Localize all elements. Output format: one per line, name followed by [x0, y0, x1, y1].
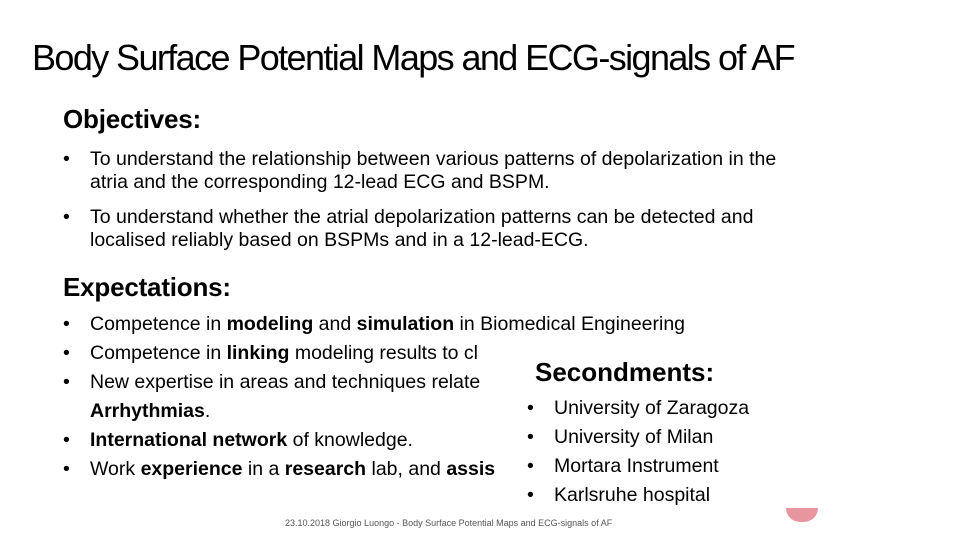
bold-run: assis — [446, 458, 496, 480]
secondments-box — [527, 356, 797, 512]
bullet-icon: • — [63, 148, 70, 170]
secondment-item: University of Zaragoza — [554, 397, 750, 419]
bullet-icon: • — [527, 455, 534, 477]
bold-run: Arrhythmias — [90, 400, 205, 422]
expectations-heading: Expectations: — [63, 272, 231, 302]
objectives-list — [63, 148, 776, 264]
bullet-icon: • — [527, 484, 534, 506]
objectives-heading: Objectives: — [63, 104, 201, 134]
logo-fragment-icon — [786, 508, 818, 522]
text-run: in a — [242, 458, 285, 480]
objective-line: atria and the corresponding 12-lead ECG and BSPM. — [90, 171, 550, 193]
bullet-icon: • — [63, 206, 70, 228]
bold-run: International network — [90, 429, 288, 451]
list-item — [527, 481, 749, 510]
text-run: in Biomedical Engineering — [454, 313, 686, 335]
list-item — [63, 148, 776, 194]
secondment-item: Karlsruhe hospital — [554, 484, 711, 506]
bullet-icon: • — [63, 429, 70, 451]
objective-line: localised reliably based on BSPMs and in a 12-lead-ECG. — [90, 229, 589, 251]
text-run: Competence in — [90, 342, 227, 364]
list-item — [63, 310, 685, 339]
text-run: and — [313, 313, 357, 335]
bold-run: research — [284, 458, 367, 480]
text-run: Work — [90, 458, 141, 480]
bold-run: linking — [226, 342, 290, 364]
text-run: modeling results to cl — [289, 342, 479, 364]
text-run: of knowledge. — [287, 429, 413, 451]
text-run: Competence in — [90, 313, 227, 335]
slide-title: Body Surface Potential Maps and ECG-signals of AF — [32, 37, 795, 78]
bold-run: modeling — [226, 313, 314, 335]
slide-footer: 23.10.2018 Giorgio Luongo - Body Surface Potential Maps and ECG-signals of AF — [285, 518, 613, 528]
secondments-list — [527, 394, 749, 510]
bullet-icon: • — [63, 342, 70, 364]
bullet-icon: • — [63, 458, 70, 480]
bullet-icon: • — [63, 313, 70, 335]
list-item — [527, 394, 749, 423]
text-run: lab, and — [366, 458, 447, 480]
bullet-icon: • — [63, 371, 70, 393]
objective-line: To understand the relationship between various patterns of depolarization in the — [90, 148, 777, 170]
bold-run: experience — [140, 458, 243, 480]
bullet-icon: • — [527, 426, 534, 448]
text-run: . — [204, 400, 211, 422]
secondment-item: Mortara Instrument — [554, 455, 719, 477]
bold-run: simulation — [356, 313, 455, 335]
bullet-icon: • — [527, 397, 534, 419]
secondments-heading: Secondments: — [535, 357, 715, 387]
list-item — [527, 423, 749, 452]
secondment-item: University of Milan — [554, 426, 714, 448]
text-run: New expertise in areas and techniques relate — [90, 371, 481, 393]
list-item — [527, 452, 749, 481]
list-item — [63, 206, 776, 252]
objective-line: To understand whether the atrial depolarization patterns can be detected and — [90, 206, 754, 228]
